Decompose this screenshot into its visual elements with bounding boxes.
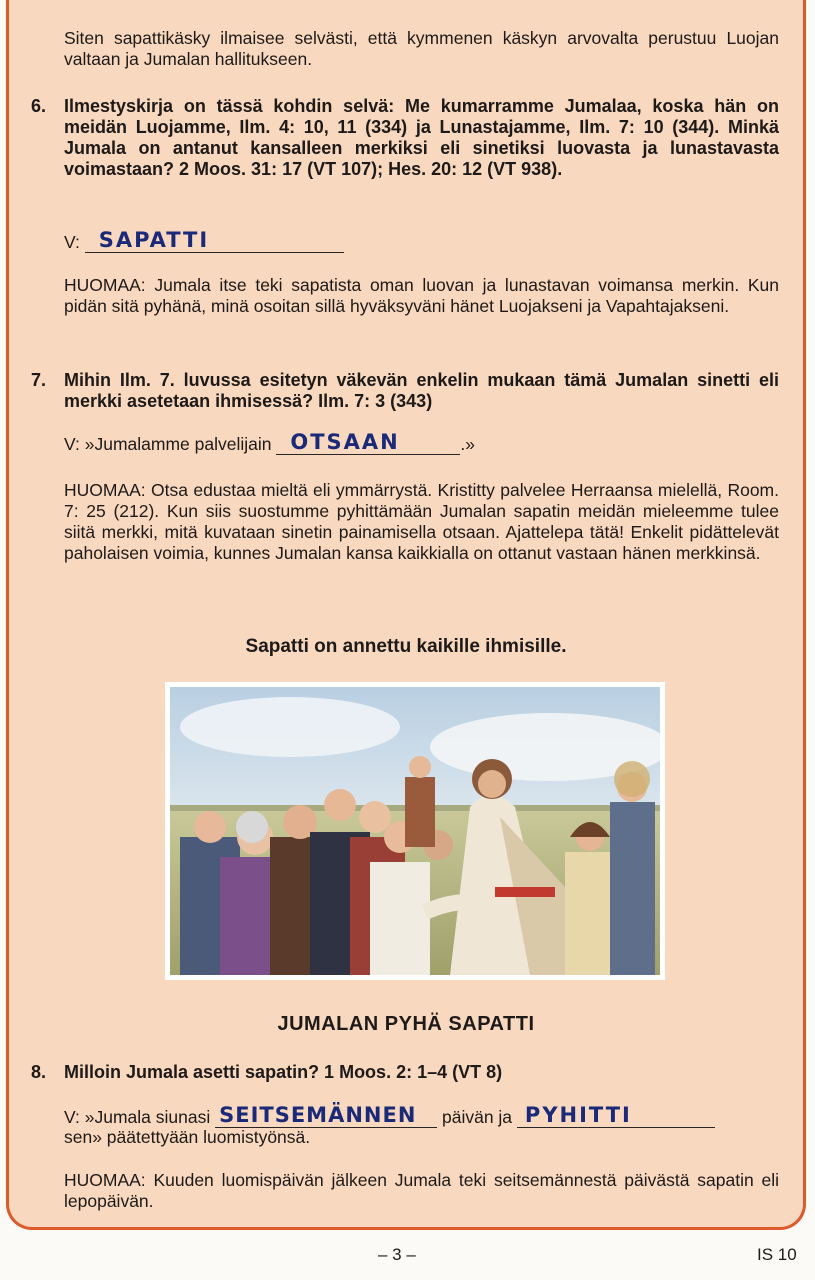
- question-7-answer-line: [64, 430, 475, 455]
- page-number: – 3 –: [378, 1245, 416, 1264]
- question-8-answer-line: [64, 1103, 715, 1128]
- illustration: [165, 682, 665, 980]
- question-8-text: Milloin Jumala asetti sapatin? 1 Moos. 2: 1–4 (VT 8): [64, 1062, 503, 1082]
- section-caption: Sapatti on annettu kaikille ihmisille.: [245, 636, 567, 657]
- question-6-text: Ilmestyskirja on tässä kohdin selvä: Me kumarramme Jumalaa, koska hän on meidän Luojamme, Ilm. 4: 10, 11 (334) ja Lunastajamme, Ilm. 7: 10 (344). Minkä Jumala on antanut kansalleen merkiksi eli sinetiksi luovasta ja lunastavasta voimastaan? 2 Moos. 31: 17 (VT 107); Hes. 20: 12 (VT 938).: [64, 96, 779, 179]
- answer-middle: päivän ja: [441, 1107, 513, 1127]
- document-code: IS 10: [757, 1245, 797, 1264]
- intro-text: Siten sapattikäsky ilmaisee selvästi, että kymmenen käskyn arvovalta perustuu Luojan valtaan ja Jumalan hallitukseen.: [64, 28, 779, 69]
- question-6-note: HUOMAA: Jumala itse teki sapatista oman luovan ja lunastavan voimansa merkin. Kun pidän sitä pyhänä, minä osoitan sillä hyväksyväni hänet Luojakseni ja Vapahtajakseni.: [64, 275, 779, 316]
- question-7-answer[interactable]: OTSAAN: [276, 430, 460, 455]
- question-8-answer-line-2: sen» päätettyään luomistyönsä.: [64, 1127, 311, 1147]
- question-7-text: Mihin Ilm. 7. luvussa esitetyn väkevän enkelin mukaan tämä Jumalan sinetti eli merkki asetetaan ihmisessä? Ilm. 7: 3 (343): [64, 370, 779, 411]
- answer-prefix: V: »Jumala siunasi: [64, 1107, 211, 1127]
- question-8-number: 8.: [31, 1062, 47, 1082]
- lesson-panel: [6, 0, 806, 1230]
- answer-suffix: .»: [460, 434, 475, 454]
- section-heading: JUMALAN PYHÄ SAPATTI: [277, 1013, 535, 1035]
- question-8-answer-2[interactable]: PYHITTI: [517, 1103, 715, 1128]
- question-7-note: HUOMAA: Otsa edustaa mieltä eli ymmärrystä. Kristitty palvelee Herraansa mielellä, Room. 7: 25 (212). Kun siis suostumme pyhittämään Jumalan sapatin meidän mieleemme tulee siitä merkki, mitä kuvataan sinetin painamisella otsaan. Ajattelepa tätä! Enkelit pidättelevät paholaisen voimia, kunnes Jumalan kansa kaikkialla on ottanut vastaan hänen merkkinsä.: [64, 480, 779, 563]
- answer-prefix: V: »Jumalamme palvelijain: [64, 434, 272, 454]
- question-6-answer[interactable]: SAPATTI: [85, 228, 344, 253]
- question-8-answer-1[interactable]: SEITSEMÄNNEN: [215, 1103, 437, 1128]
- answer-prefix: V:: [64, 232, 80, 252]
- question-6-answer-line: [64, 228, 344, 253]
- question-8-note: HUOMAA: Kuuden luomispäivän jälkeen Jumala teki seitsemännestä päivästä sapatin eli lepopäivän.: [64, 1170, 779, 1211]
- illustration-drawing: [170, 687, 660, 975]
- question-6-number: 6.: [31, 96, 47, 116]
- question-7-number: 7.: [31, 370, 47, 390]
